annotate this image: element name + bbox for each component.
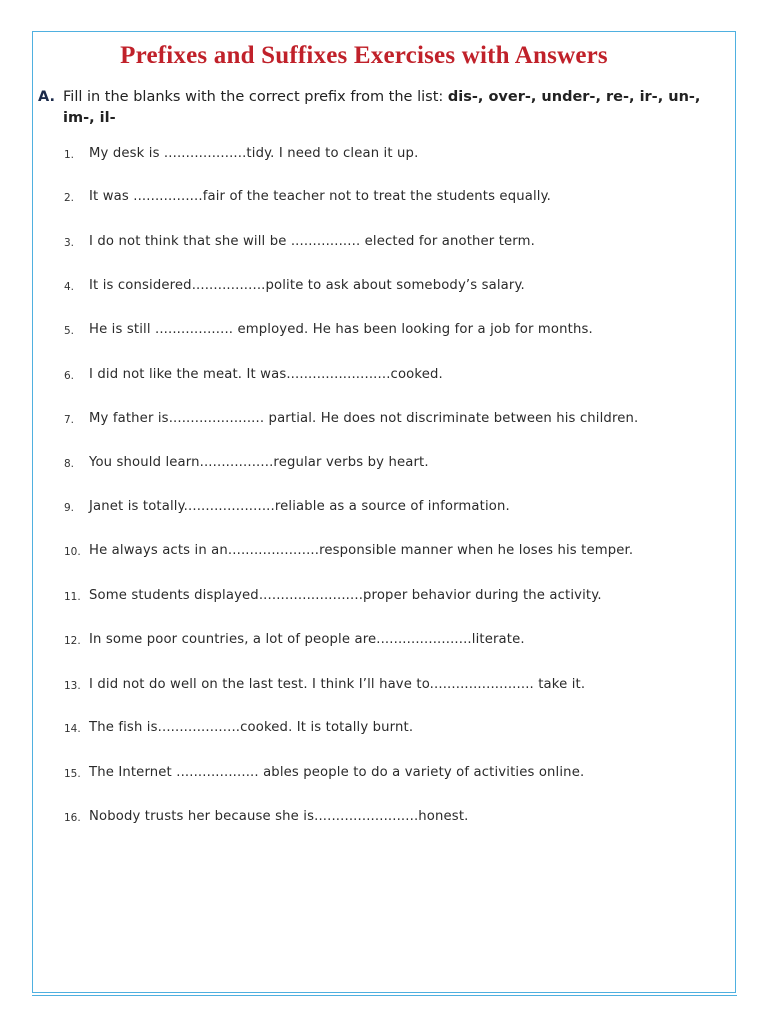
item-number: 5. bbox=[64, 325, 75, 337]
item-number: 10. bbox=[64, 546, 81, 558]
exercise-item bbox=[0, 720, 720, 740]
instruction-text: Fill in the blanks with the correct prefix from the list: bbox=[63, 89, 448, 105]
exercise-item bbox=[0, 677, 720, 697]
page-border-bottom-line bbox=[32, 995, 737, 996]
item-sentence: It is considered.................polite to ask about somebody’s salary. bbox=[89, 278, 525, 293]
item-number: 13. bbox=[64, 680, 81, 692]
item-number: 7. bbox=[64, 414, 75, 426]
exercise-item bbox=[0, 809, 720, 829]
item-sentence: Some students displayed........................proper behavior during the activity. bbox=[89, 588, 602, 603]
item-sentence: In some poor countries, a lot of people are......................literate. bbox=[89, 632, 525, 647]
item-number: 8. bbox=[64, 458, 75, 470]
item-number: 1. bbox=[64, 149, 75, 161]
item-sentence: It was ................fair of the teacher not to treat the students equally. bbox=[89, 189, 551, 204]
instruction-text-wrapper bbox=[63, 87, 728, 129]
item-sentence: Janet is totally.....................reliable as a source of information. bbox=[89, 499, 510, 514]
item-number: 11. bbox=[64, 591, 81, 603]
item-sentence: He is still .................. employed. He has been looking for a job for months. bbox=[89, 322, 593, 337]
item-number: 12. bbox=[64, 635, 81, 647]
item-sentence: My desk is ...................tidy. I need to clean it up. bbox=[89, 146, 419, 161]
exercise-item bbox=[0, 765, 720, 785]
item-number: 4. bbox=[64, 281, 75, 293]
exercise-item bbox=[0, 632, 720, 652]
item-number: 15. bbox=[64, 768, 81, 780]
exercise-item bbox=[0, 543, 720, 563]
exercise-item bbox=[0, 234, 720, 254]
prefix-list: dis-, over-, under-, re-, ir-, un-, im-, il- bbox=[63, 89, 701, 126]
item-number: 6. bbox=[64, 370, 75, 382]
item-sentence: He always acts in an.....................responsible manner when he loses his temper. bbox=[89, 543, 634, 558]
item-number: 14. bbox=[64, 723, 81, 735]
item-sentence: I do not think that she will be ................ elected for another term. bbox=[89, 234, 535, 249]
item-sentence: You should learn.................regular verbs by heart. bbox=[89, 455, 429, 470]
item-sentence: My father is...................... partial. He does not discriminate between his children. bbox=[89, 411, 639, 426]
item-sentence: I did not like the meat. It was........................cooked. bbox=[89, 367, 443, 382]
exercise-instruction bbox=[38, 87, 728, 129]
exercise-item bbox=[0, 278, 720, 298]
exercise-item bbox=[0, 499, 720, 519]
exercise-item bbox=[0, 146, 720, 166]
item-number: 2. bbox=[64, 192, 75, 204]
item-number: 3. bbox=[64, 237, 75, 249]
exercise-item bbox=[0, 411, 720, 431]
item-sentence: The Internet ................... ables people to do a variety of activities online. bbox=[89, 765, 585, 780]
item-sentence: Nobody trusts her because she is........................honest. bbox=[89, 809, 469, 824]
item-sentence: I did not do well on the last test. I think I’ll have to........................ take it. bbox=[89, 677, 586, 692]
item-number: 16. bbox=[64, 812, 81, 824]
exercise-item bbox=[0, 367, 720, 387]
page-title: Prefixes and Suffixes Exercises with Answers bbox=[120, 42, 608, 69]
exercise-item bbox=[0, 189, 720, 209]
exercise-item bbox=[0, 322, 720, 342]
item-sentence: The fish is...................cooked. It is totally burnt. bbox=[89, 720, 414, 735]
exercise-item bbox=[0, 455, 720, 475]
section-letter: A. bbox=[38, 89, 55, 105]
item-number: 9. bbox=[64, 502, 75, 514]
exercise-item bbox=[0, 588, 720, 608]
